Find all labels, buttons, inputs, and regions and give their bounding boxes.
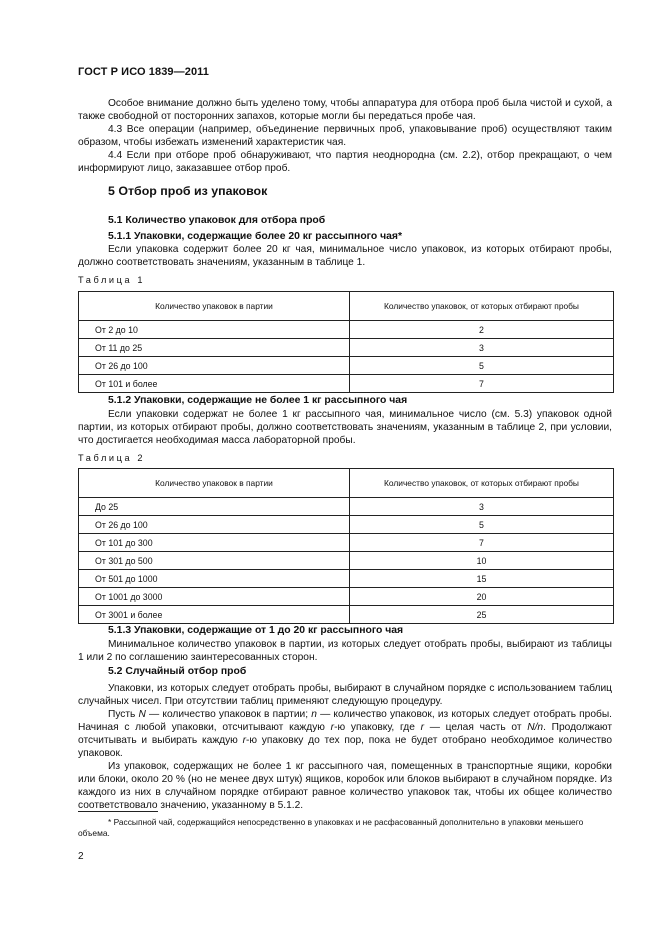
footnote-divider: [78, 811, 158, 812]
symbol-r: r: [420, 722, 425, 733]
symbol-n: n: [311, 709, 317, 720]
table-cell: От 3001 и более: [79, 606, 350, 624]
table-row: [79, 516, 614, 534]
table-cell: 5: [350, 516, 614, 534]
table-header-cell: Количество упаковок, от которых отбирают пробы: [350, 292, 614, 321]
text-run: — количество упаковок в партии;: [145, 709, 312, 720]
table-row: [79, 570, 614, 588]
symbol-r: r: [330, 722, 335, 733]
footnote: * Рассыпной чай, содержащийся непосредственно в упаковках и не расфасованный дополнительно в упаковки меньшего объема.: [78, 817, 584, 838]
text-run: . Продолжают отсчитывать и выбирать каждую: [78, 722, 612, 746]
section-5-1-2-title: 5.1.2 Упаковки, содержащие не более 1 кг рассыпного чая: [108, 395, 408, 406]
symbol-N: N: [138, 709, 146, 720]
section-5-1-2-text: Если упаковки содержат не более 1 кг рассыпного чая, минимальное число (см. 5.3) упаковок одной партии, из которых отбирают пробы, должно соответствовать значениям, указанным в таблице 2, при условии, что достигается необходимая масса лабораторной пробы.: [78, 409, 612, 446]
table-cell: 25: [350, 606, 614, 624]
section-5-1-1-title: 5.1.1 Упаковки, содержащие более 20 кг рассыпного чая*: [108, 231, 403, 242]
table-2: [78, 468, 614, 624]
table-cell: От 301 до 500: [79, 552, 350, 570]
table-cell: От 501 до 1000: [79, 570, 350, 588]
text-run: Пусть: [108, 709, 139, 720]
table-header-cell: Количество упаковок в партии: [79, 292, 350, 321]
table-header-row: [79, 469, 614, 498]
table-1-caption: Таблица 1: [78, 275, 146, 285]
table-2-caption: Таблица 2: [78, 453, 146, 463]
table-row: [79, 498, 614, 516]
table-cell: 7: [350, 534, 614, 552]
section-5-title: 5 Отбор проб из упаковок: [108, 184, 268, 198]
table-row: [79, 606, 614, 624]
table-cell: 7: [350, 375, 614, 393]
section-5-1-3-title: 5.1.3 Упаковки, содержащие от 1 до 20 кг рассыпного чая: [108, 625, 404, 636]
table-row: [79, 375, 614, 393]
table-cell: До 25: [79, 498, 350, 516]
table-row: [79, 357, 614, 375]
document-header: ГОСТ Р ИСО 1839—2011: [78, 66, 210, 78]
table-cell: 15: [350, 570, 614, 588]
table-cell: От 2 до 10: [79, 321, 350, 339]
table-cell: 3: [350, 339, 614, 357]
section-5-2-paragraph-2: [78, 708, 612, 760]
table-row: [79, 588, 614, 606]
table-header-row: [79, 292, 614, 321]
section-5-2-paragraph-1: Упаковки, из которых следует отобрать пробы, выбирают в случайном порядке с использованием таблиц случайных чисел. При отсутствии таблиц применяют следующую процедуру.: [78, 683, 612, 707]
table-cell: 2: [350, 321, 614, 339]
table-cell: От 101 до 300: [79, 534, 350, 552]
table-cell: 3: [350, 498, 614, 516]
symbol-N-over-n: N/n: [527, 722, 544, 733]
table-cell: От 101 и более: [79, 375, 350, 393]
section-5-1-3-text: Минимальное количество упаковок в партии, из которых следует отобрать пробы, выбирают из таблицы 1 или 2 по соглашению заинтересованных сторон.: [78, 639, 612, 663]
table-cell: 10: [350, 552, 614, 570]
symbol-r: r: [242, 735, 246, 746]
section-5-2-paragraph-3: Из упаковок, содержащих не более 1 кг рассыпного чая, помещенных в транспортные ящики, коробки или блоки, около 20 % (но не менее двух штук) ящиков, коробок или блоков выбирают в случайном порядке. Из каждого из них в случайном порядке отбирают равное количество упаковок так, чтобы их общее количество соответствовало значению, указанному в 5.1.2.: [78, 761, 612, 811]
table-row: [79, 552, 614, 570]
table-cell: От 26 до 100: [79, 516, 350, 534]
table-1: [78, 291, 614, 393]
table-row: [79, 321, 614, 339]
section-5-1-title: 5.1 Количество упаковок для отбора проб: [108, 215, 326, 226]
table-row: [79, 534, 614, 552]
clause-4-3: 4.3 Все операции (например, объединение первичных проб, упаковывание проб) осуществляют таким образом, чтобы избежать изменений характеристик чая.: [78, 124, 612, 148]
section-5-2-title: 5.2 Случайный отбор проб: [108, 666, 247, 677]
text-run: — целая часть от: [424, 722, 528, 733]
text-run: -ю упаковку до тех пор, пока не будет отобрано необходимое количество упаковок.: [78, 735, 612, 759]
table-cell: 20: [350, 588, 614, 606]
table-row: [79, 339, 614, 357]
page-number: 2: [78, 851, 84, 862]
table-cell: От 11 до 25: [79, 339, 350, 357]
table-cell: 5: [350, 357, 614, 375]
clause-4-4: 4.4 Если при отборе проб обнаруживают, что партия неоднородна (см. 2.2), отбор прекращают, о чем информируют лицо, заказавшее отбор проб.: [78, 150, 612, 174]
table-header-cell: Количество упаковок, от которых отбирают пробы: [350, 469, 614, 498]
text-run: — количество упаковок, из которых следует отобрать пробы. Начиная с любой упаковки, отсчитывают каждую: [78, 709, 612, 733]
text-run: -ю упаковку, где: [334, 722, 421, 733]
table-cell: От 26 до 100: [79, 357, 350, 375]
section-5-1-1-text: Если упаковка содержит более 20 кг чая, минимальное число упаковок, из которых отбирают пробы, должно соответствовать значениям, указанным в таблице 1.: [78, 244, 612, 268]
intro-paragraph-1: Особое внимание должно быть уделено тому, чтобы аппаратура для отбора проб была чистой и сухой, а также свободной от посторонних запахов, которые могли бы передаться пробе чая.: [78, 98, 612, 122]
table-header-cell: Количество упаковок в партии: [79, 469, 350, 498]
table-cell: От 1001 до 3000: [79, 588, 350, 606]
